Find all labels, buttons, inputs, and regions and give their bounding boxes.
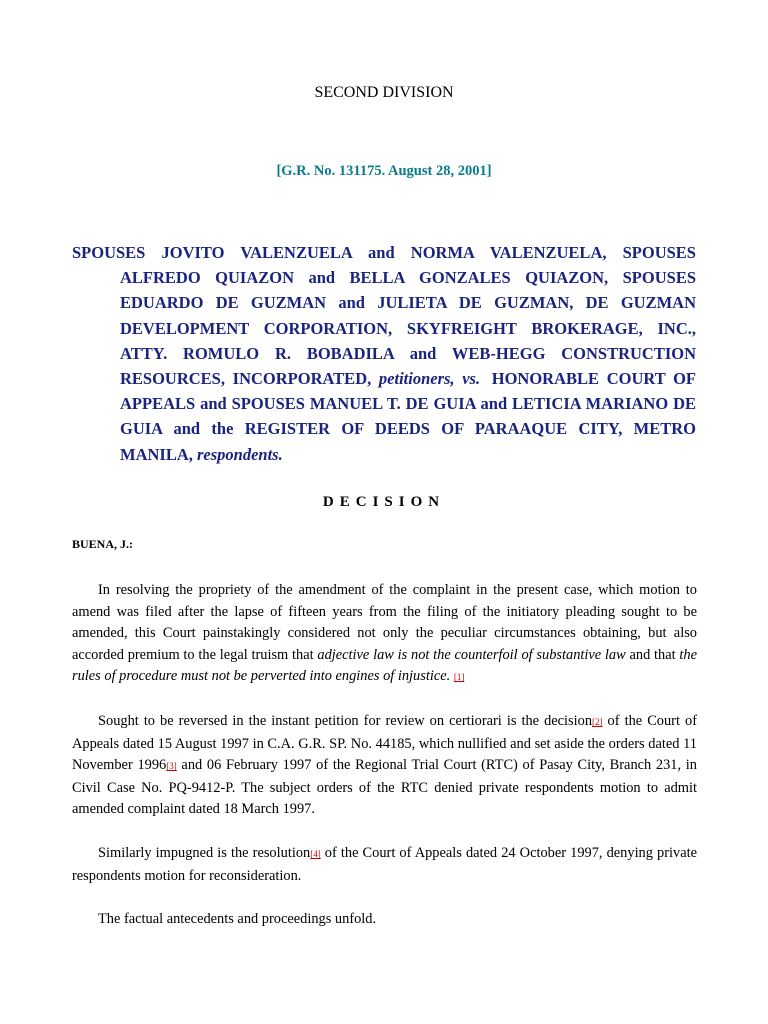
- versus-label: vs.: [462, 369, 481, 389]
- paragraph-text: of the Court of Appeals dated 15 August 1997 in C.A. G.R. SP. No. 44185, which nullified and set aside the orders dated 11 November 1996: [72, 712, 697, 774]
- paragraph-text: In resolving the propriety of the amendment of the complaint in the present case, which motion to amend was filed after the lapse of fifteen years from the filing of the initiatory pleading sought to be amended, this Court painstakingly considered not only the peculiar circumstances obtaining, but also accorded premium to the legal truism that: [72, 582, 697, 663]
- case-caption: [72, 240, 696, 467]
- division-heading: SECOND DIVISION: [314, 84, 454, 101]
- paragraph-text: of the Court of Appeals dated 24 October 1997, denying private respondents motion for reconsideration.: [72, 844, 697, 884]
- paragraph-text: and 06 February 1997 of the Regional Trial Court (RTC) of Pasay City, Branch 231, in Civil Case No. PQ-9412-P. The subject orders of the RTC denied private respondents motion to admit amended complaint dated 18 March 1997.: [72, 757, 697, 818]
- paragraph-text: Sought to be reversed in the instant petition for review on certiorari is the decision: [98, 712, 593, 729]
- ponente: BUENA, J.:: [72, 537, 134, 551]
- paragraph-text: The factual antecedents and proceedings unfold.: [98, 911, 377, 928]
- decision-heading: DECISION: [322, 494, 446, 510]
- petitioners-names: SPOUSES JOVITO VALENZUELA and NORMA VALENZUELA, SPOUSES ALFREDO QUIAZON and BELLA GONZALES QUIAZON, SPOUSES EDUARDO DE GUZMAN and JULIETA DE GUZMAN, DE GUZMAN DEVELOPMENT CORPORATION, SKYFREIGHT BROKERAGE, INC., ATTY. ROMULO R. BOBADILA and WEB-HEGG CONSTRUCTION RESOURCES, INCORPORATED,: [72, 243, 696, 389]
- footnote-link[interactable]: [4]: [310, 848, 321, 859]
- footnote-link[interactable]: [3]: [166, 761, 177, 772]
- case-number: [G.R. No. 131175. August 28, 2001]: [276, 163, 492, 179]
- footnote-link[interactable]: [1]: [453, 672, 465, 683]
- respondents-names: HONORABLE COURT OF APPEALS and SPOUSES MANUEL T. DE GUIA and LETICIA MARIANO DE GUIA and the REGISTER OF DEEDS OF PARAAQUE CITY, METRO MANILA,: [120, 369, 696, 464]
- paragraph: [72, 843, 697, 887]
- emphasis-text: adjective law is not the counterfoil of substantive law: [317, 646, 626, 663]
- decision-body: [72, 580, 697, 953]
- paragraph: [72, 711, 697, 821]
- paragraph-text: Similarly impugned is the resolution: [98, 844, 311, 861]
- paragraph-text: and that: [625, 646, 680, 663]
- paragraph: [72, 580, 697, 689]
- emphasis-text: the rules of procedure must not be perverted into engines of injustice.: [72, 646, 697, 685]
- paragraph: [72, 909, 697, 931]
- petitioners-label: petitioners,: [378, 369, 455, 389]
- respondents-label: respondents.: [197, 444, 283, 464]
- footnote-link[interactable]: [2]: [592, 716, 603, 727]
